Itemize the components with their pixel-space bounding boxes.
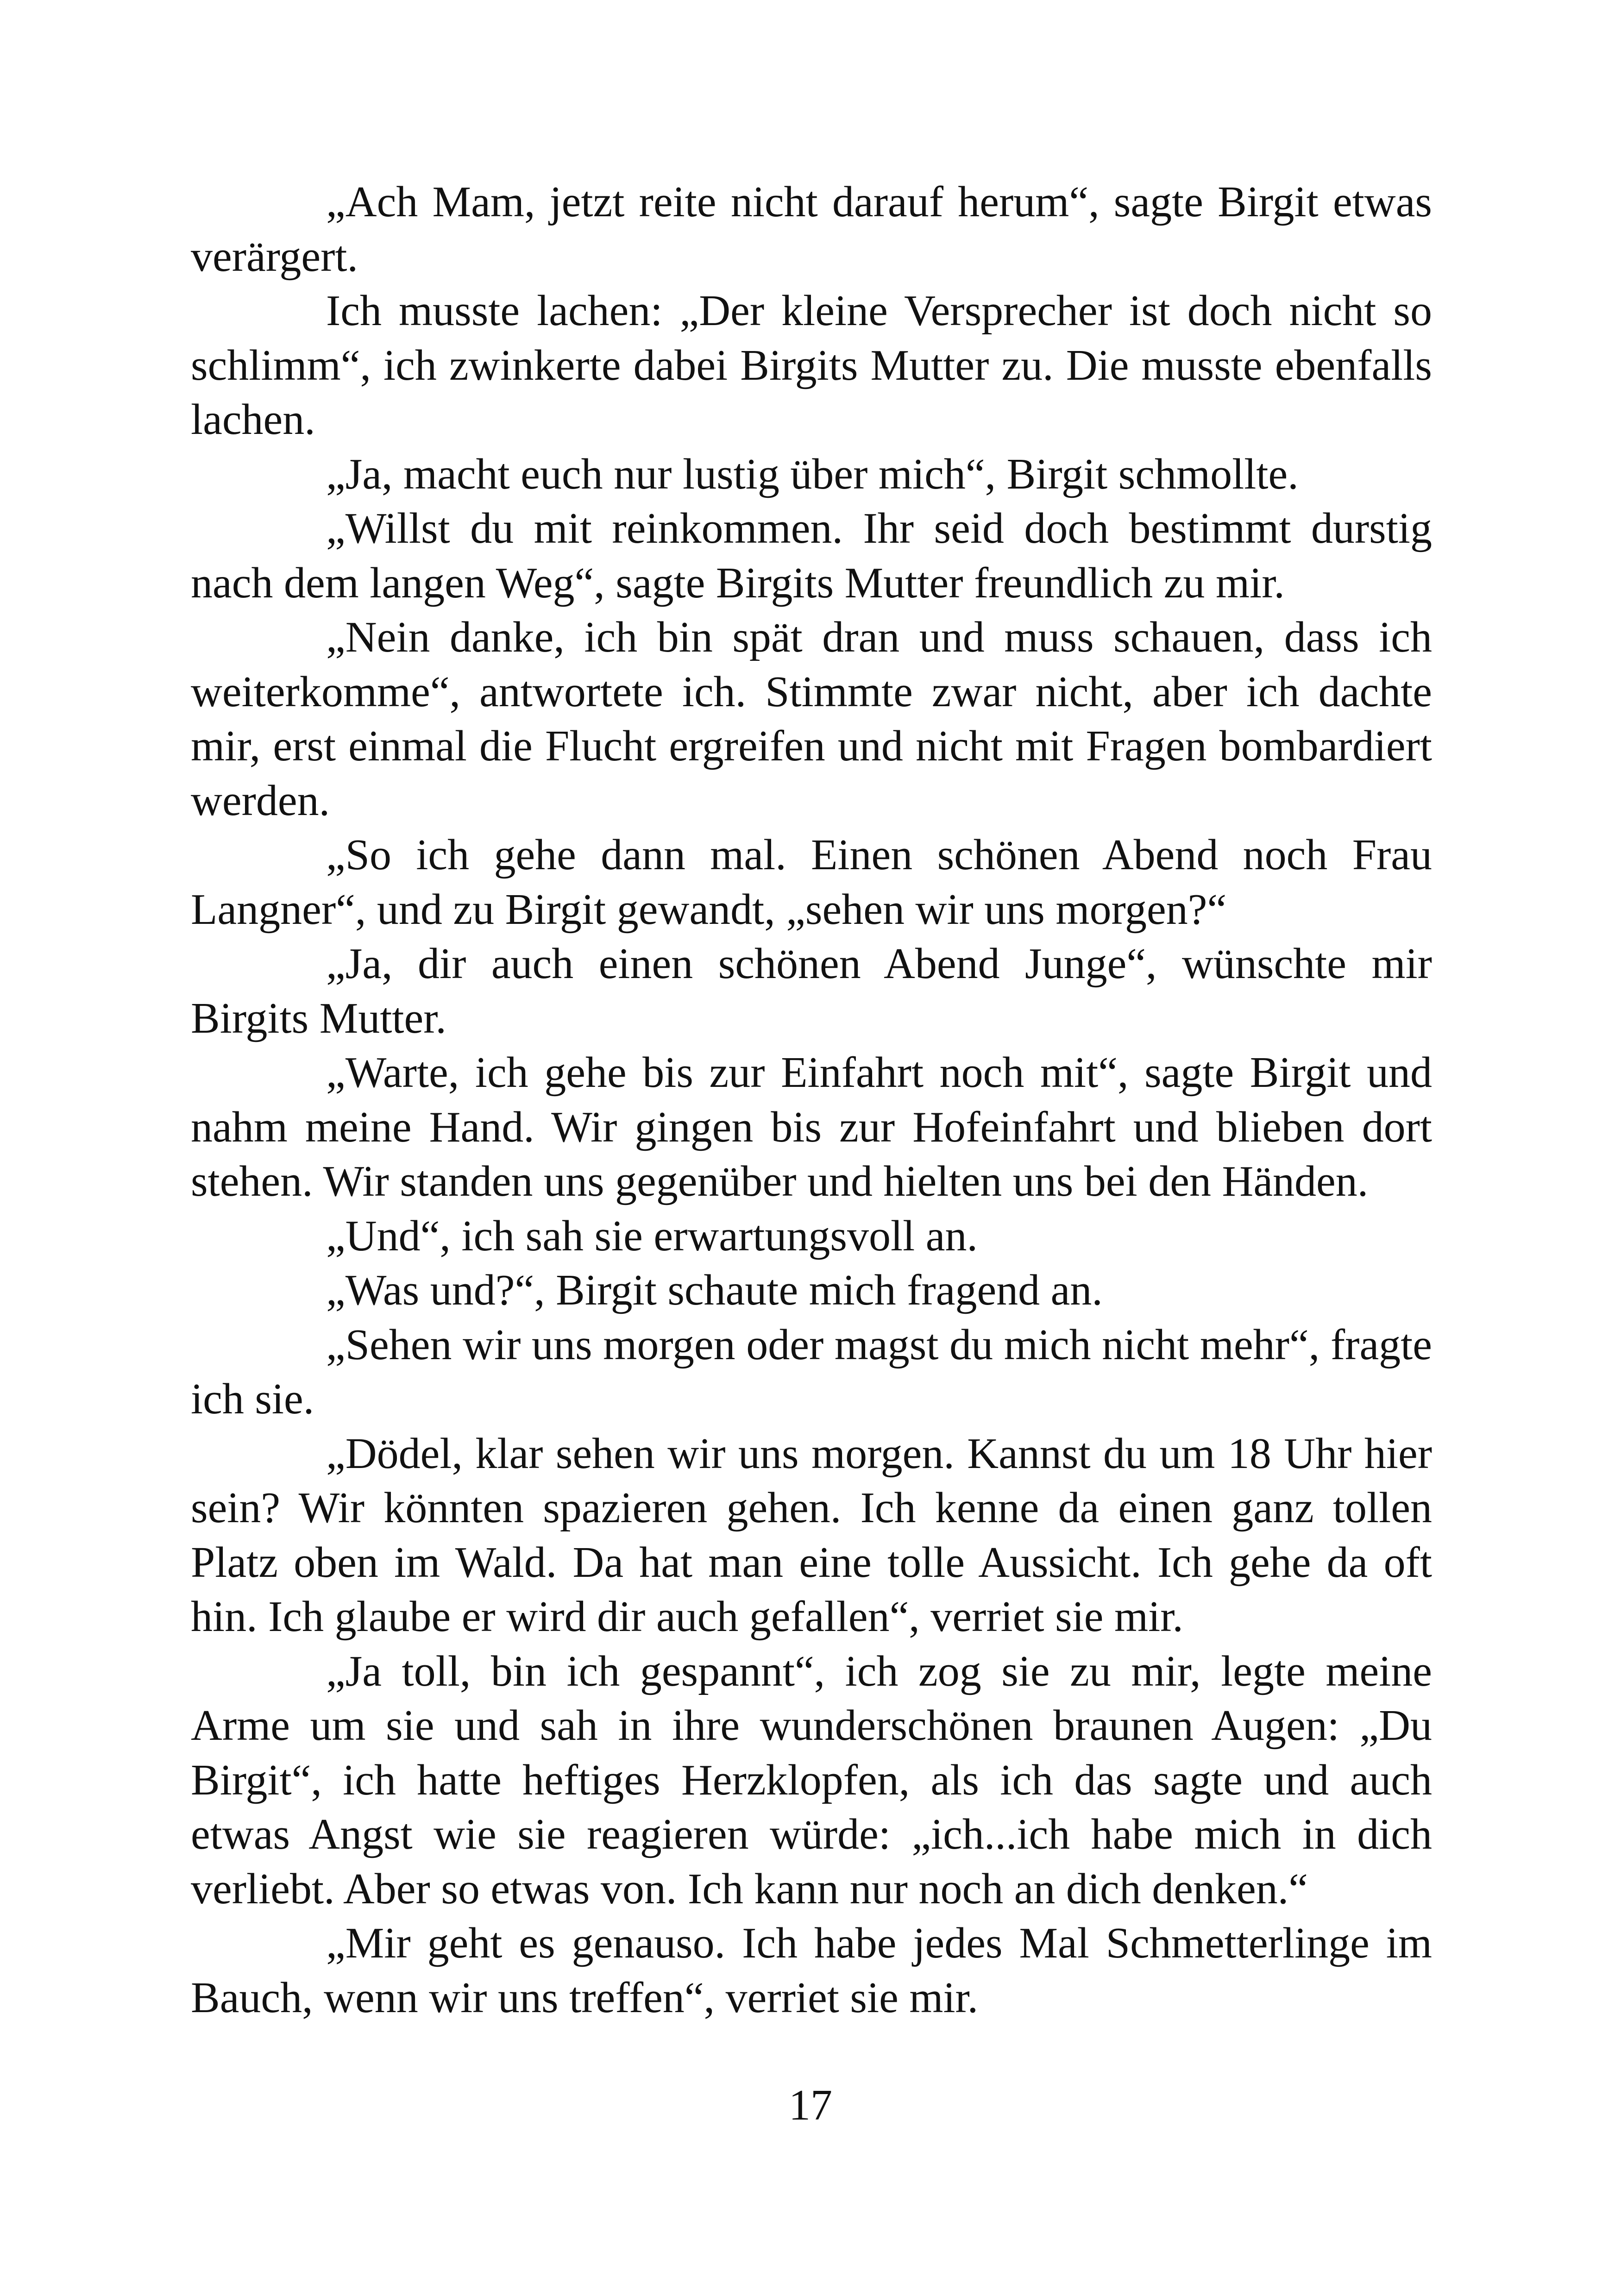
paragraph: „Dödel, klar sehen wir uns morgen. Kannst du um 18 Uhr hier sein? Wir könnten spazieren gehen. Ich kenne da einen ganz tollen Platz oben im Wald. Da hat man eine tolle Aussicht. Ich gehe da oft hin. Ich glaube er wird dir auch gefallen“, verriet sie mir. — [191, 1429, 1432, 1641]
page-body — [191, 175, 1432, 2025]
paragraph: „Ach Mam, jetzt reite nicht darauf herum“, sagte Birgit etwas verärgert. — [191, 178, 1432, 281]
paragraph: „Nein danke, ich bin spät dran und muss schauen, dass ich weiterkomme“, antwortete ich. Stimmte zwar nicht, aber ich dachte mir, erst einmal die Flucht ergreifen und nicht mit Fragen bombardiert werden. — [191, 613, 1432, 825]
paragraph: „Willst du mit reinkommen. Ihr seid doch bestimmt durstig nach dem langen Weg“, sagte Birgits Mutter freundlich zu mir. — [191, 504, 1432, 607]
paragraph: „Sehen wir uns morgen oder magst du mich nicht mehr“, fragte ich sie. — [191, 1320, 1432, 1423]
paragraph: „So ich gehe dann mal. Einen schönen Abend noch Frau Langner“, und zu Birgit gewandt, „sehen wir uns morgen?“ — [191, 831, 1432, 934]
paragraph: Ich musste lachen: „Der kleine Versprecher ist doch nicht so schlimm“, ich zwinkerte dabei Birgits Mutter zu. Die musste ebenfalls lachen. — [191, 287, 1432, 444]
paragraph: „Und“, ich sah sie erwartungsvoll an. — [326, 1211, 978, 1260]
paragraph: „Ja toll, bin ich gespannt“, ich zog sie zu mir, legte meine Arme um sie und sah in ihre wunderschönen braunen Augen: „Du Birgit“, ich hatte heftiges Herzklopfen, als ich das sagte und auch etwas Angst wie sie reagieren würde: „ich...ich habe mich in dich verliebt. Aber so etwas von. Ich kann nur noch an dich denken.“ — [191, 1647, 1432, 1913]
paragraph: „Was und?“, Birgit schaute mich fragend an. — [326, 1266, 1103, 1314]
paragraph: „Ja, macht euch nur lustig über mich“, Birgit schmollte. — [326, 450, 1299, 498]
paragraph: „Mir geht es genauso. Ich habe jedes Mal Schmetterlinge im Bauch, wenn wir uns treffen“, verriet sie mir. — [191, 1919, 1432, 2022]
page-number: 17 — [789, 2081, 832, 2129]
paragraph: „Ja, dir auch einen schönen Abend Junge“, wünschte mir Birgits Mutter. — [191, 940, 1432, 1042]
paragraph: „Warte, ich gehe bis zur Einfahrt noch mit“, sagte Birgit und nahm meine Hand. Wir gingen bis zur Hofeinfahrt und blieben dort stehen. Wir standen uns gegenüber und hielten uns bei den Händen. — [191, 1048, 1432, 1205]
